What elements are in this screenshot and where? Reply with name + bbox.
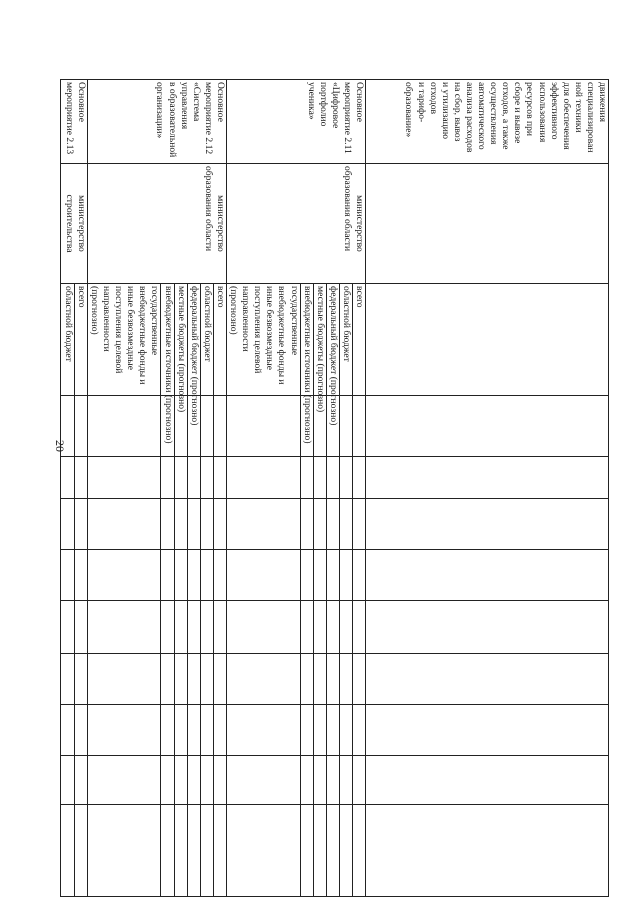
value-cell: [339, 396, 352, 457]
source-cell: всего: [352, 284, 365, 396]
source-cell: внебюджетные источники (прогнозно): [300, 284, 313, 396]
value-cell: [213, 396, 226, 457]
value-cell: [352, 756, 365, 805]
value-cell: [213, 499, 226, 550]
table-row: [74, 80, 87, 897]
value-cell: [213, 705, 226, 756]
value-cell: [213, 601, 226, 654]
source-cell: всего: [74, 284, 87, 396]
source-cell: государственные внебюджетные фонды и иные безвозмездные поступления целевой направленности (прогнозно): [87, 284, 161, 396]
value-cell: [226, 805, 300, 897]
source-cell: внебюджетные источники (прогнозно): [161, 284, 174, 396]
value-cell: [226, 396, 300, 457]
value-cell: [300, 550, 313, 601]
value-cell: [213, 457, 226, 499]
value-cell: [74, 756, 87, 805]
source-cell: местные бюджеты (прогнозно): [313, 284, 326, 396]
value-cell: [366, 654, 609, 705]
value-cell: [87, 499, 161, 550]
value-cell: [187, 457, 200, 499]
value-cell: [366, 756, 609, 805]
value-cell: [174, 654, 187, 705]
value-cell: [339, 705, 352, 756]
value-cell: [313, 805, 326, 897]
value-cell: [174, 805, 187, 897]
value-cell: [213, 805, 226, 897]
source-cell: областной бюджет: [339, 284, 352, 396]
value-cell: [366, 805, 609, 897]
source-cell: федеральный бюджет (прогнозно): [187, 284, 200, 396]
value-cell: [352, 499, 365, 550]
value-cell: [200, 705, 213, 756]
value-cell: [74, 805, 87, 897]
page-number: 20: [53, 440, 67, 452]
value-cell: [313, 550, 326, 601]
value-cell: [352, 805, 365, 897]
value-cell: [161, 550, 174, 601]
value-cell: [200, 550, 213, 601]
budget-table: [60, 79, 609, 897]
value-cell: [74, 705, 87, 756]
value-cell: [161, 654, 174, 705]
value-cell: [60, 499, 74, 550]
value-cell: [226, 499, 300, 550]
value-cell: [352, 601, 365, 654]
value-cell: [161, 601, 174, 654]
value-cell: [174, 756, 187, 805]
value-cell: [352, 457, 365, 499]
value-cell: [313, 756, 326, 805]
value-cell: [326, 601, 339, 654]
value-cell: [187, 550, 200, 601]
value-cell: [187, 499, 200, 550]
value-cell: [226, 756, 300, 805]
value-cell: [339, 805, 352, 897]
value-cell: [366, 499, 609, 550]
value-cell: [213, 654, 226, 705]
value-cell: [366, 601, 609, 654]
value-cell: [339, 601, 352, 654]
value-cell: [174, 457, 187, 499]
value-cell: [366, 705, 609, 756]
value-cell: [213, 756, 226, 805]
value-cell: [313, 654, 326, 705]
value-cell: [60, 654, 74, 705]
executor-cell: [366, 164, 609, 284]
value-cell: [313, 499, 326, 550]
value-cell: [339, 654, 352, 705]
value-cell: [313, 705, 326, 756]
value-cell: [313, 457, 326, 499]
measure-name-cell: Основное мероприятие 2.12 «Система управления в образовательной организации»: [87, 80, 226, 164]
value-cell: [161, 756, 174, 805]
value-cell: [60, 457, 74, 499]
value-cell: [74, 654, 87, 705]
value-cell: [187, 654, 200, 705]
source-cell: федеральный бюджет (прогнозно): [326, 284, 339, 396]
source-cell: всего: [213, 284, 226, 396]
value-cell: [352, 396, 365, 457]
value-cell: [352, 705, 365, 756]
value-cell: [87, 550, 161, 601]
value-cell: [326, 550, 339, 601]
value-cell: [226, 654, 300, 705]
value-cell: [187, 756, 200, 805]
value-cell: [226, 705, 300, 756]
value-cell: [60, 550, 74, 601]
value-cell: [326, 805, 339, 897]
value-cell: [300, 654, 313, 705]
value-cell: [352, 654, 365, 705]
value-cell: [300, 601, 313, 654]
value-cell: [326, 705, 339, 756]
value-cell: [366, 550, 609, 601]
value-cell: [300, 805, 313, 897]
value-cell: [200, 654, 213, 705]
value-cell: [161, 457, 174, 499]
value-cell: [74, 396, 87, 457]
table-rotation-frame: [62, 79, 609, 896]
value-cell: [226, 457, 300, 499]
value-cell: [366, 396, 609, 457]
value-cell: [161, 499, 174, 550]
value-cell: [326, 654, 339, 705]
value-cell: [339, 457, 352, 499]
value-cell: [366, 457, 609, 499]
source-cell: [366, 284, 609, 396]
value-cell: [60, 756, 74, 805]
value-cell: [174, 705, 187, 756]
value-cell: [174, 550, 187, 601]
executor-cell: министерство образования области: [226, 164, 365, 284]
value-cell: [200, 457, 213, 499]
value-cell: [300, 756, 313, 805]
value-cell: [161, 805, 174, 897]
value-cell: [187, 705, 200, 756]
value-cell: [174, 601, 187, 654]
table-row: [213, 80, 226, 897]
source-cell: областной бюджет: [60, 284, 74, 396]
value-cell: [226, 550, 300, 601]
value-cell: [161, 705, 174, 756]
value-cell: [326, 457, 339, 499]
value-cell: [60, 805, 74, 897]
value-cell: [87, 457, 161, 499]
value-cell: [87, 756, 161, 805]
value-cell: [213, 550, 226, 601]
value-cell: [200, 396, 213, 457]
value-cell: [74, 457, 87, 499]
executor-cell: министерство строительства: [60, 164, 87, 284]
value-cell: [339, 499, 352, 550]
value-cell: [313, 601, 326, 654]
value-cell: [74, 550, 87, 601]
value-cell: [87, 705, 161, 756]
value-cell: [200, 805, 213, 897]
value-cell: [60, 705, 74, 756]
value-cell: [74, 499, 87, 550]
value-cell: [87, 805, 161, 897]
value-cell: [87, 601, 161, 654]
value-cell: [300, 705, 313, 756]
value-cell: [300, 457, 313, 499]
table-row: [352, 80, 365, 897]
value-cell: [200, 756, 213, 805]
source-cell: государственные внебюджетные фонды и иные безвозмездные поступления целевой направленности (прогнозно): [226, 284, 300, 396]
value-cell: [200, 601, 213, 654]
value-cell: [174, 499, 187, 550]
value-cell: [60, 601, 74, 654]
value-cell: [187, 601, 200, 654]
value-cell: [226, 601, 300, 654]
value-cell: [352, 550, 365, 601]
table-row: [366, 80, 609, 897]
continuation-name-cell: движения специализирован ной техники для обеспечения эффективного использования ресурсов при сборе и вывозе отходов, а также осуществления автоматического анализа расходов на сбор, вывоз и утилизацию отходов и тарифо- образование»: [366, 80, 609, 164]
source-cell: областной бюджет: [200, 284, 213, 396]
executor-cell: министерство образования области: [87, 164, 226, 284]
value-cell: [74, 601, 87, 654]
value-cell: [326, 756, 339, 805]
value-cell: [339, 756, 352, 805]
value-cell: [187, 805, 200, 897]
source-cell: местные бюджеты (прогнозно): [174, 284, 187, 396]
value-cell: [339, 550, 352, 601]
value-cell: [326, 499, 339, 550]
measure-name-cell: Основное мероприятие 2.11 «Цифровое портфолио ученика»: [226, 80, 365, 164]
value-cell: [87, 654, 161, 705]
value-cell: [60, 396, 74, 457]
value-cell: [300, 499, 313, 550]
value-cell: [87, 396, 161, 457]
measure-name-cell: Основное мероприятие 2.13: [60, 80, 87, 164]
value-cell: [200, 499, 213, 550]
